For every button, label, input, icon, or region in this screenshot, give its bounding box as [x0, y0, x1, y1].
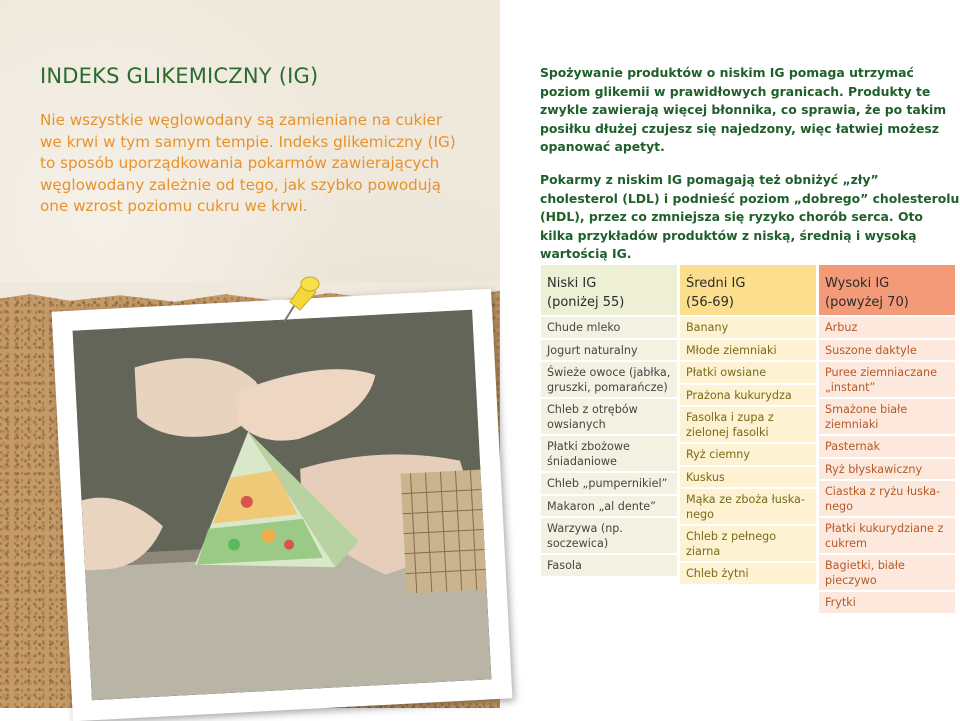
header-high-ig — [819, 265, 955, 315]
glycemic-index-table — [541, 265, 956, 615]
list-item: Płatki owsiane — [680, 362, 816, 383]
list-item: Mąka ze zboża łuska-nego — [680, 489, 816, 524]
list-item: Pasternak — [819, 436, 955, 457]
list-item: Ryż błyskawiczny — [819, 459, 955, 480]
column-low-ig — [541, 317, 677, 615]
list-item: Puree ziemniaczane „instant” — [819, 362, 955, 397]
list-item: Fasola — [541, 555, 677, 576]
list-item: Jogurt naturalny — [541, 340, 677, 361]
list-item: Świeże owoce (jabłka, gruszki, pomarańcze) — [541, 362, 677, 397]
list-item: Fasolka i zupa z zielonej fasolki — [680, 407, 816, 442]
description-paragraph-2: Pokarmy z niskim IG pomagają też obniżyć „zły” cholesterol (LDL) i podnieść poziom „dobrego” cholesterolu (HDL), przez co zmniejsza się ryzyko chorób serca. Oto kilka przykładów produktów z niską, średnią i wysoką wartością IG. — [540, 171, 960, 262]
header-high-range: (powyżej 70) — [825, 295, 909, 310]
list-item: Frytki — [819, 592, 955, 613]
photo-food-pyramid — [73, 310, 492, 700]
column-mid-ig — [680, 317, 816, 615]
table-header-row — [541, 265, 956, 315]
list-item: Chleb „pumpernikiel” — [541, 473, 677, 494]
header-low-title: Niski IG — [547, 276, 597, 291]
list-item: Chleb żytni — [680, 563, 816, 584]
list-item: Kuskus — [680, 467, 816, 488]
page-title: INDEKS GLIKEMICZNY (IG) — [40, 64, 319, 88]
list-item: Chleb z pełnego ziarna — [680, 526, 816, 561]
list-item: Makaron „al dente” — [541, 496, 677, 517]
header-low-range: (poniżej 55) — [547, 295, 625, 310]
list-item: Ryż ciemny — [680, 444, 816, 465]
list-item: Ciastka z ryżu łuska-nego — [819, 481, 955, 516]
header-low-ig — [541, 265, 677, 315]
header-high-title: Wysoki IG — [825, 276, 890, 291]
list-item: Arbuz — [819, 317, 955, 338]
list-item: Warzywa (np. soczewica) — [541, 518, 677, 553]
list-item: Chude mleko — [541, 317, 677, 338]
list-item: Chleb z otrębów owsianych — [541, 399, 677, 434]
header-mid-title: Średni IG — [686, 276, 746, 291]
list-item: Płatki kukurydziane z cukrem — [819, 518, 955, 553]
list-item: Suszone daktyle — [819, 340, 955, 361]
list-item: Banany — [680, 317, 816, 338]
push-pin-icon — [272, 272, 322, 330]
intro-text: Nie wszystkie węglowodany są zamieniane na cukier we krwi w tym samym tempie. Indeks glikemiczny (IG) to sposób uporządkowania pokarmów zawierających węglowodany zależnie od tego, jak szybko powodują one wzrost poziomu cukru we krwi. — [40, 111, 456, 215]
description-block — [540, 64, 960, 278]
table-body — [541, 317, 956, 615]
photo-illustration — [73, 310, 492, 700]
list-item: Prażona kukurydza — [680, 385, 816, 406]
list-item: Młode ziemniaki — [680, 340, 816, 361]
description-paragraph-1: Spożywanie produktów o niskim IG pomaga utrzymać poziom glikemii w prawidłowych granicach. Produkty te zwykle zawierają więcej błonnika, co sprawia, że po takim posiłku dłużej czujesz się najedzony, więc łatwiej możesz opanować apetyt. — [540, 65, 947, 155]
list-item: Bagietki, białe pieczywo — [819, 555, 955, 590]
column-high-ig — [819, 317, 955, 615]
list-item: Płatki zbożowe śniadaniowe — [541, 436, 677, 471]
header-mid-ig — [680, 265, 816, 315]
list-item: Smażone białe ziemniaki — [819, 399, 955, 434]
header-mid-range: (56-69) — [686, 295, 734, 310]
polaroid-photo — [52, 289, 513, 721]
